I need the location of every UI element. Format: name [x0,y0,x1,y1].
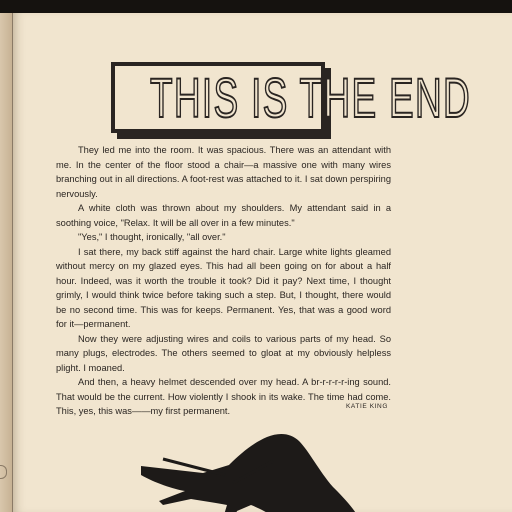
paragraph: They led me into the room. It was spacious. There was an attendant with me. In the center of the floor stood a chair—a massive one with many wires branching out in all directions. A foot-rest was attached to it. I sat down perspiring nervously. [56,145,391,199]
scan-top-edge [0,0,512,13]
left-page-edge [0,13,13,512]
paragraph: Now they were adjusting wires and coils to various parts of my head. So many plugs, electrodes. The others seemed to gloat at my obviously helpless plight. I moaned. [56,333,391,373]
paragraph: I sat there, my back stiff against the hard chair. Large white lights gleamed without mercy on my glazed eyes. This had all been going on for about a half hour. Indeed, was it worth the trouble it took? Did it pay? Next time, I thought grimly, I would think twice before taking such a step. But, I thought, there would be no second time. This was for keeps. Permanent. Yes, that was a good word for it—permanent. [56,246,391,329]
title-frame [111,62,472,133]
page [13,13,512,512]
author-byline: KATIE KING [346,403,388,410]
paragraph: A white cloth was thrown about my shoulders. My attendant said in a soothing voice, "Relax. It will be all over in a few minutes." [56,203,391,228]
paragraph: And then, a heavy helmet descended over my head. A br-r-r-r-r-ing sound. That would be the current. How violently I shook in its wake. The time had come. This, yes, this was——my first permanent. [56,377,391,416]
hand-illustration [133,431,363,512]
story-body [56,143,391,419]
paragraph: "Yes," I thought, ironically, "all over." [78,232,226,242]
binding-mark [0,465,7,479]
page-title: THIS IS THE END [150,66,472,129]
